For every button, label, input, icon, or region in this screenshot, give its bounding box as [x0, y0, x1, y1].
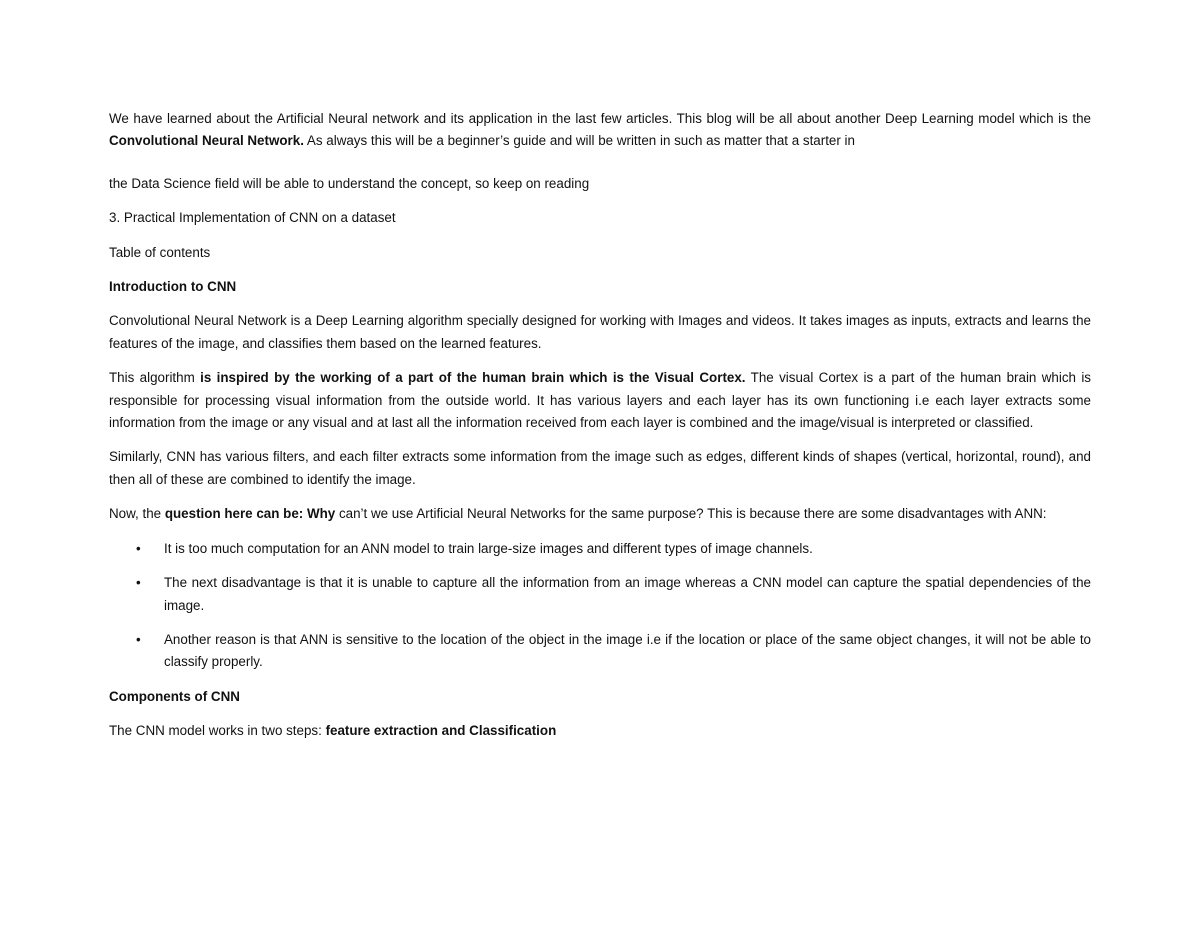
question-text: Now, the [109, 506, 165, 522]
list-item [109, 629, 1091, 674]
bullet-icon: • [136, 540, 141, 556]
question-bold: question here can be: Why [164, 506, 336, 522]
section-heading-introduction: Introduction to CNN [109, 279, 237, 295]
list-item-text: Another reason is that ANN is sensitive to the location of the object in the image i.e if the location or place of the same object changes, it will not be able to classify properly. [164, 631, 1091, 670]
list-item [109, 538, 1091, 560]
intro-text: We have learned about the Artificial Neural network and its application in the last few articles. This blog will be all about another Deep Learning model which is the [109, 111, 1091, 126]
bullet-icon: • [136, 575, 141, 591]
steps-bold: feature extraction and Classification [325, 723, 557, 739]
list-item-text: The next disadvantage is that it is unable to capture all the information from an image whereas a CNN model can capture the spatial dependencies of the image. [164, 575, 1091, 613]
cnn-definition-paragraph: Convolutional Neural Network is a Deep Learning algorithm specially designed for working with Images and videos. It takes images as inputs, extracts and learns the features of the image, and classifies them based on the learned features. [109, 313, 1091, 351]
visual-cortex-paragraph [109, 367, 1091, 434]
toc-item: 3. Practical Implementation of CNN on a dataset [109, 210, 396, 226]
intro-text-continued: As always this will be a beginner’s guide and will be written in such as matter that a starter in [303, 133, 855, 149]
bullet-icon: • [136, 631, 141, 647]
intro-continued-paragraph: the Data Science field will be able to understand the concept, so keep on reading [109, 175, 590, 191]
intro-paragraph [109, 108, 1091, 153]
filters-paragraph: Similarly, CNN has various filters, and each filter extracts some information from the image such as edges, different kinds of shapes (vertical, horizontal, round), and then all of these are combined to identify the image. [109, 449, 1091, 487]
section-heading-components: Components of CNN [109, 688, 240, 704]
steps-text: The CNN model works in two steps: [109, 723, 326, 739]
list-item [109, 572, 1091, 617]
intro-bold-term: Convolutional Neural Network. [109, 133, 304, 149]
ann-disadvantages-list [109, 538, 1091, 674]
visual-cortex-bold: is inspired by the working of a part of the human brain which is the Visual Cortex. [200, 370, 746, 386]
question-paragraph [109, 503, 1091, 525]
document-body [109, 108, 1091, 743]
question-text-continued: can’t we use Artificial Neural Networks for the same purpose? This is because there are some disadvantages with ANN: [335, 506, 1047, 522]
toc-label: Table of contents [109, 244, 211, 260]
steps-paragraph [109, 720, 1091, 742]
list-item-text: It is too much computation for an ANN model to train large-size images and different types of image channels. [164, 540, 813, 556]
visual-cortex-text-continued: The visual Cortex is a part of the human brain which is responsible for processing visual information from the outside world. It has various layers and each layer has its own functioning i.e each layer extracts some information from the image or any visual and at last all the information received from each layer is combined and the image/visual is interpreted or classified. [109, 370, 1091, 431]
visual-cortex-text: This algorithm [109, 370, 201, 386]
